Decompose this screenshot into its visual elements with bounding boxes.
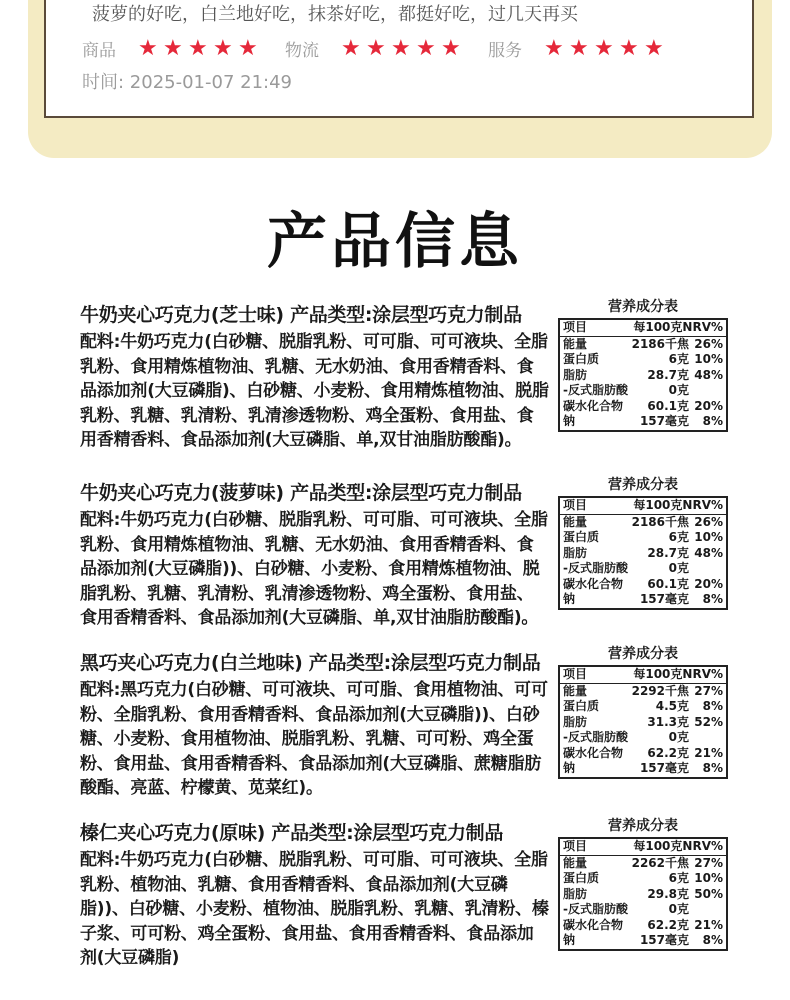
product-title: 黑巧夹心巧克力(白兰地味) 产品类型:涂层型巧克力制品 [80,652,541,674]
rating-row [82,36,691,61]
star-icon: ★ [441,35,461,61]
table-header-cell: 项目 [563,498,588,512]
table-cell: 0克 [668,902,689,916]
table-header-row [560,320,726,337]
table-header-cell: NRV% [682,839,723,853]
nutrition-table-title: 营养成分表 [608,477,678,493]
review-card [44,0,754,118]
review-time: 时间: 2025-01-07 21:49 [82,72,292,93]
rating-stars [138,35,263,61]
table-cell: 6克 [668,871,689,885]
table-row [560,699,726,715]
table-cell: 2292千焦 [631,683,689,698]
nutrition-table-4 [558,815,728,951]
table-row [560,368,726,384]
nutrition-table-1 [558,296,728,432]
table-cell: 20% [694,398,723,413]
star-icon: ★ [644,35,664,61]
table-cell: 8% [702,933,723,947]
star-icon: ★ [138,35,158,61]
table-cell: 能量 [563,855,588,870]
table-cell: 4.5克 [655,699,689,713]
table-cell: 6克 [668,352,689,366]
table-cell: 钠 [563,933,576,947]
star-icon: ★ [619,35,639,61]
table-row [560,383,726,399]
table-cell: 157毫克 [639,592,689,606]
table-row [560,887,726,903]
nutrition-table-3 [558,643,728,779]
star-icon: ★ [238,35,258,61]
table-cell: 20% [694,576,723,591]
product-title: 牛奶夹心巧克力(芝士味) 产品类型:涂层型巧克力制品 [80,304,522,326]
table-header-row [560,839,726,856]
table-cell: 6克 [668,530,689,544]
table-cell: 8% [702,592,723,606]
table-cell: 钠 [563,761,576,775]
table-header-cell: 每100克 [633,839,683,853]
table-cell: 62.2克 [647,917,689,932]
table-cell: 21% [694,917,723,932]
table-row [560,399,726,415]
table-cell: 26% [694,336,723,351]
table-cell: 52% [694,714,723,729]
product-title: 牛奶夹心巧克力(菠萝味) 产品类型:涂层型巧克力制品 [80,482,522,504]
table-cell: 157毫克 [639,414,689,428]
table-cell: 27% [694,855,723,870]
product-block-brandy [80,648,550,801]
table-row [560,546,726,562]
table-cell: 10% [694,530,723,544]
star-icon: ★ [163,35,183,61]
page-title: 产品信息 [267,207,523,277]
table-cell: 钠 [563,414,576,428]
rating-group [82,36,263,61]
rating-stars [544,35,669,61]
table-row [560,746,726,762]
star-icon: ★ [544,35,564,61]
star-icon: ★ [569,35,589,61]
table-row [560,592,726,608]
table-header-cell: 每100克 [633,320,683,334]
review-text: 菠萝的好吃，白兰地好吃，抹茶好吃，都挺好吃，过几天再买 [92,4,578,25]
table-cell: 26% [694,514,723,529]
table-row [560,902,726,918]
rating-label: 服务 [488,41,522,61]
table-cell: 脂肪 [563,714,588,729]
nutrition-table-grid [558,318,728,432]
table-cell: 31.3克 [647,714,689,729]
product-ingredients: 配料:黑巧克力(白砂糖、可可液块、可可脂、食用植物油、可可粉、全脂乳粉、食用香精香料、食品添加剂(大豆磷脂))、白砂糖、小麦粉、食用植物油、脱脂乳粉、乳糖、可可粉、鸡全蛋粉、食用盐、食用香精香料、食品添加剂(大豆磷脂、蔗糖脂肪酸酯、亮蓝、柠檬黄、苋菜红)。 [80,680,548,798]
table-cell: -反式脂肪酸 [563,383,628,397]
rating-group [285,36,466,61]
star-icon: ★ [416,35,436,61]
table-cell: -反式脂肪酸 [563,561,628,575]
table-cell: 碳水化合物 [563,576,624,591]
rating-group [488,36,669,61]
nutrition-table-grid [558,496,728,610]
table-row [560,414,726,430]
table-cell: 碳水化合物 [563,917,624,932]
table-row [560,871,726,887]
table-row [560,530,726,546]
table-cell: 2262千焦 [631,855,689,870]
rating-label: 物流 [285,41,319,61]
table-cell: 27% [694,683,723,698]
table-cell: 蛋白质 [563,699,600,713]
table-cell: 脂肪 [563,545,588,560]
table-header-cell: 项目 [563,667,588,681]
table-header-cell: 项目 [563,320,588,334]
nutrition-table-grid [558,665,728,779]
product-ingredients: 配料:牛奶巧克力(白砂糖、脱脂乳粉、可可脂、可可液块、全脂乳粉、食用精炼植物油、乳糖、无水奶油、食用香精香料、食品添加剂(大豆磷脂)、白砂糖、小麦粉、食用精炼植物油、脱脂乳粉、乳糖、乳清粉、乳清渗透物粉、鸡全蛋粉、食用盐、食用香精香料、食品添加剂(大豆磷脂、单,双甘油脂肪酸酯)。 [80,332,549,450]
table-cell: 10% [694,352,723,366]
nutrition-table-grid [558,837,728,951]
table-cell: 钠 [563,592,576,606]
table-row [560,856,726,872]
table-cell: 50% [694,886,723,901]
table-cell: 0克 [668,561,689,575]
table-cell: 60.1克 [647,576,689,591]
product-block-cheese [80,300,550,453]
table-header-row [560,667,726,684]
table-row [560,337,726,353]
table-cell: 蛋白质 [563,352,600,366]
table-row [560,684,726,700]
star-icon: ★ [366,35,386,61]
table-cell: 21% [694,745,723,760]
table-cell: 29.8克 [647,886,689,901]
table-header-cell: NRV% [682,498,723,512]
table-row [560,730,726,746]
table-cell: 0克 [668,730,689,744]
table-cell: 碳水化合物 [563,398,624,413]
table-cell: 蛋白质 [563,530,600,544]
table-header-cell: NRV% [682,320,723,334]
table-cell: 48% [694,545,723,560]
table-cell: -反式脂肪酸 [563,730,628,744]
table-row [560,515,726,531]
star-icon: ★ [594,35,614,61]
star-icon: ★ [391,35,411,61]
nutrition-table-title: 营养成分表 [608,299,678,315]
table-header-cell: 每100克 [633,667,683,681]
table-cell: 脂肪 [563,367,588,382]
table-cell: 48% [694,367,723,382]
table-cell: 28.7克 [647,367,689,382]
table-cell: 60.1克 [647,398,689,413]
table-header-cell: 每100克 [633,498,683,512]
table-row [560,561,726,577]
rating-label: 商品 [82,41,116,61]
table-row [560,715,726,731]
table-cell: 28.7克 [647,545,689,560]
table-row [560,352,726,368]
table-header-cell: NRV% [682,667,723,681]
table-cell: 2186千焦 [631,514,689,529]
nutrition-table-title: 营养成分表 [608,818,678,834]
table-cell: 8% [702,414,723,428]
table-cell: 157毫克 [639,933,689,947]
nutrition-table-2 [558,474,728,610]
product-title: 榛仁夹心巧克力(原味) 产品类型:涂层型巧克力制品 [80,822,504,844]
table-header-cell: 项目 [563,839,588,853]
table-cell: -反式脂肪酸 [563,902,628,916]
product-block-hazelnut [80,818,550,971]
star-icon: ★ [213,35,233,61]
product-block-pineapple [80,478,550,631]
table-cell: 8% [702,761,723,775]
rating-stars [341,35,466,61]
table-row [560,933,726,949]
table-cell: 脂肪 [563,886,588,901]
product-ingredients: 配料:牛奶巧克力(白砂糖、脱脂乳粉、可可脂、可可液块、全脂乳粉、食用精炼植物油、乳糖、无水奶油、食用香精香料、食品添加剂(大豆磷脂))、白砂糖、小麦粉、食用精炼植物油、脱脂乳粉、乳糖、乳清粉、乳清渗透物粉、鸡全蛋粉、食用盐、食用香精香料、食品添加剂(大豆磷脂、单,双甘油脂肪酸酯)。 [80,510,548,628]
table-cell: 0克 [668,383,689,397]
table-cell: 10% [694,871,723,885]
table-header-row [560,498,726,515]
table-row [560,918,726,934]
table-cell: 157毫克 [639,761,689,775]
table-row [560,761,726,777]
table-cell: 能量 [563,514,588,529]
table-cell: 能量 [563,683,588,698]
table-cell: 能量 [563,336,588,351]
table-row [560,577,726,593]
star-icon: ★ [188,35,208,61]
table-cell: 碳水化合物 [563,745,624,760]
table-cell: 2186千焦 [631,336,689,351]
table-cell: 62.2克 [647,745,689,760]
product-ingredients: 配料:牛奶巧克力(白砂糖、脱脂乳粉、可可脂、可可液块、全脂乳粉、植物油、乳糖、食用香精香料、食品添加剂(大豆磷脂))、白砂糖、小麦粉、植物油、脱脂乳粉、乳糖、乳清粉、榛子浆、可可粉、鸡全蛋粉、食用盐、食用香精香料、食品添加剂(大豆磷脂) [80,850,549,968]
table-cell: 蛋白质 [563,871,600,885]
star-icon: ★ [341,35,361,61]
nutrition-table-title: 营养成分表 [608,646,678,662]
table-cell: 8% [702,699,723,713]
